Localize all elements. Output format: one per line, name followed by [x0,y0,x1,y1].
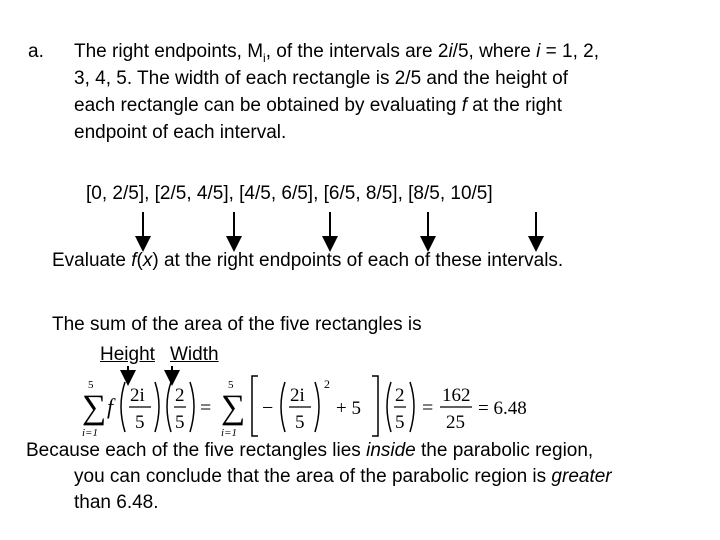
sum-lower-1: i=1 [82,427,98,439]
paren-close-3 [315,382,319,432]
text-span: = 1, 2, [540,41,599,62]
evaluate-line [52,249,563,272]
italic-var: i [536,41,541,62]
italic-greater: greater [551,466,612,487]
exponent-2: 2 [324,377,330,391]
minus-sign: − [262,397,274,419]
result-value: = 6.48 [478,398,527,419]
sum-lower-2: i=1 [221,427,237,439]
den-5-1: 5 [135,412,145,433]
text-span: the parabolic region, [415,440,594,461]
den-5-4: 5 [395,412,405,433]
text-span: The right endpoints, M [74,41,264,62]
text-span: Evaluate [52,250,132,271]
text-span: you can conclude that the area of the parabolic region is [74,466,552,487]
sum-symbol-1: ∑ [82,389,107,426]
text-span: , of the intervals are 2 [265,41,449,62]
paren-open-4 [387,382,391,432]
equals-2: = [422,397,434,419]
italic-f: f [131,250,137,271]
num-2i-2: 2i [290,385,305,406]
height-label: Height [100,344,155,365]
sum-upper-1: 5 [88,379,94,391]
subscript: i [263,50,266,65]
text-span: each rectangle can be obtained by evaluating [74,95,462,116]
italic-inside: inside [366,440,416,461]
sum-upper-2: 5 [228,379,234,391]
num-2i-1: 2i [130,385,145,406]
paren-close-2 [190,382,194,432]
paragraph-line-2: 3, 4, 5. The width of each rectangle is 2/5 and the height of [74,68,568,89]
paren-open-3 [281,382,285,432]
conclusion-line-2 [74,465,612,488]
plus-5: + 5 [336,398,361,419]
paren-open-2 [167,382,171,432]
paren-close-1 [155,382,159,432]
bracket-open [252,376,258,436]
sum-text: The sum of the area of the five rectangles is [52,314,422,335]
text-span: ( [136,250,143,271]
paren-close-4 [410,382,414,432]
den-5-3: 5 [295,412,305,433]
num-2-1: 2 [175,385,185,406]
italic-var: i [448,41,453,62]
result-denominator: 25 [446,412,465,433]
width-label: Width [170,344,219,365]
italic-f: f [461,95,467,116]
intervals-list: [0, 2/5], [2/5, 4/5], [4/5, 6/5], [6/5, 8/5], [8/5, 10/5] [86,183,493,204]
conclusion-line-1 [26,439,593,462]
equals-1: = [200,397,212,419]
den-5-2: 5 [175,412,185,433]
f-symbol: f [107,394,114,419]
text-span: /5, where [452,41,537,62]
riemann-sum-formula [80,374,527,440]
part-marker: a. [28,41,44,62]
text-span: Because each of the five rectangles lies [26,440,367,461]
sum-symbol-2: ∑ [221,389,246,426]
bracket-close [372,376,378,436]
paren-open-1 [121,382,125,432]
num-2-2: 2 [395,385,405,406]
text-span: ) at the right endpoints of each of these intervals. [152,250,564,271]
result-numerator: 162 [442,385,471,406]
conclusion-line-3: than 6.48. [74,492,159,513]
italic-x: x [142,250,153,271]
paragraph-line-4: endpoint of each interval. [74,122,287,143]
text-span: at the right [466,95,563,116]
